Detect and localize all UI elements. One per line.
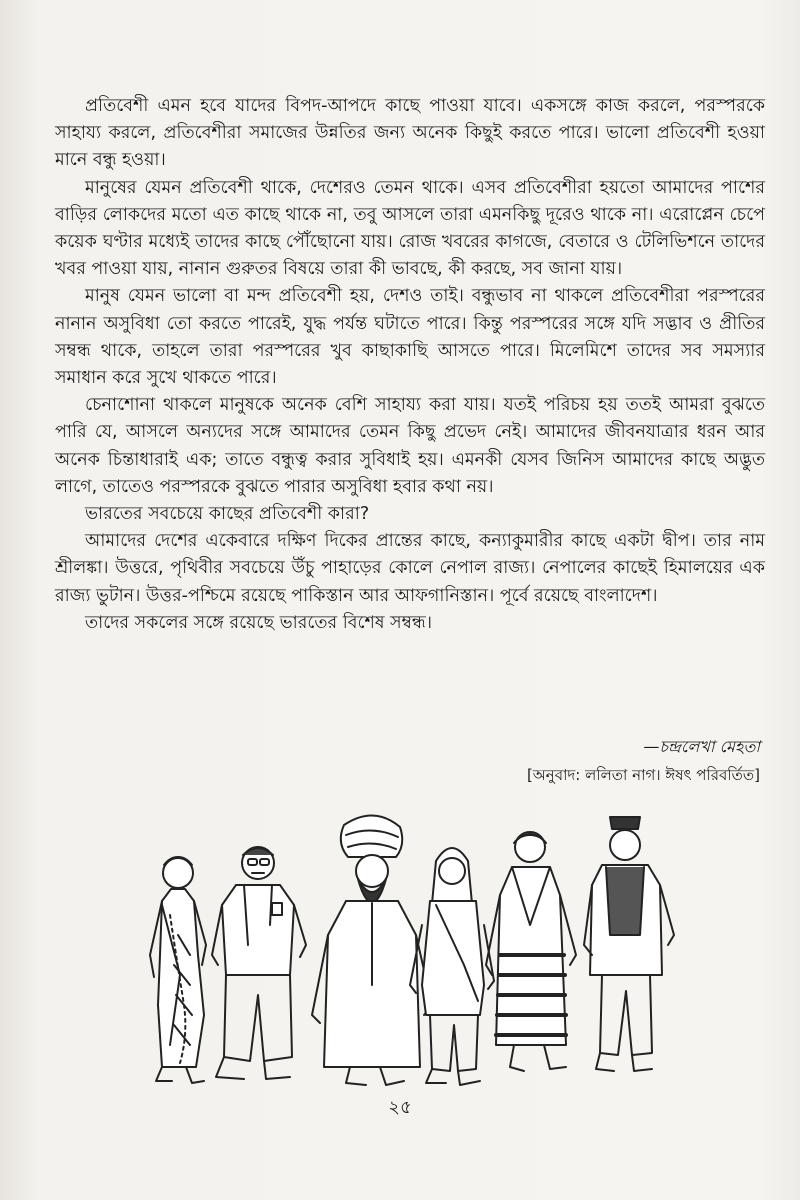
figure-woman-sari [150, 857, 206, 1083]
paragraph-good-bad-neighbors: মানুষ যেমন ভালো বা মন্দ প্রতিবেশী হয়, দেশও তাই। বন্ধুভাব না থাকলে প্রতিবেশীরা পরস্পরের নানান অসুবিধা তো করতে পারেই, যুদ্ধ পর্যন্ত ঘটাতে পারে। কিন্তু পরস্পরের সঙ্গে যদি সদ্ভাব ও প্রীতির সম্বন্ধ থাকে, তাহলে তারা পরস্পরের খুব কাছাকাছি আসতে পারে। মিলেমিশে তাদের সব সমস্যার সমাধান করে সুখে থাকতে পারে। [55, 286, 765, 389]
paragraph-neighbor-definition: প্রতিবেশী এমন হবে যাদের বিপদ-আপদে কাছে পাওয়া যাবে। একসঙ্গে কাজ করলে, পরস্পরকে সাহায্য করলে, প্রতিবেশীরা সমাজের উন্নতির জন্য অনেক কিছুই করতে পারে। ভালো প্রতিবেশী হওয়া মানে বন্ধু হওয়া। [55, 96, 765, 171]
neighbors-illustration [140, 805, 680, 1095]
paragraph-country-neighbors: মানুষের যেমন প্রতিবেশী থাকে, দেশেরও তেমন থাকে। এসব প্রতিবেশীরা হয়তো আমাদের পাশের বাড়ির লোকদের মতো এত কাছে থাকে না, তবু আসলে তারা এমনকিছু দূরেও থাকে না। এরোপ্লেন চেপে কয়েক ঘণ্টার মধ্যেই তাদের কাছে পৌঁছোনো যায়। রোজ খবরের কাগজে, বেতারে ও টেলিভিশনে তাদের খবর পাওয়া যায়, নানান গুরুতর বিষয়ে তারা কী ভাবছে, কী করছে, সব জানা যায়। [55, 177, 765, 280]
figure-woman-striped-dress [486, 832, 576, 1071]
attribution [520, 735, 760, 787]
paragraph-neighboring-countries: আমাদের দেশের একেবারে দক্ষিণ দিকের প্রান্তের কাছে, কন্যাকুমারীর কাছে একটা দ্বীপ। তার নাম শ্রীলঙ্কা। উত্তরে, পৃথিবীর সবচেয়ে উঁচু পাহাড়ের কোলে নেপাল রাজ্য। নেপালের কাছেই হিমালয়ের এক রাজ্য ভুটান। উত্তর-পশ্চিমে রয়েছে পাকিস্তান আর আফগানিস্তান। পূর্বে রয়েছে বাংলাদেশ। [55, 531, 765, 606]
translator-credit: [অনুবাদ: ললিতা নাগ। ঈষৎ পরিবর্তিত] [526, 766, 760, 784]
paragraph-question: ভারতের সবচেয়ে কাছের প্রতিবেশী কারা? [85, 504, 370, 525]
paragraph-special-relation: তাদের সকলের সঙ্গে রয়েছে ভারতের বিশেষ সম্বন্ধ। [85, 612, 433, 633]
page-number: ২৫ [388, 1097, 412, 1118]
paragraph-acquaintance: চেনাশোনা থাকলে মানুষকে অনেক বেশি সাহায্য করা যায়। যতই পরিচয় হয় ততই আমরা বুঝতে পারি যে, আসলে অন্যদের সঙ্গে আমাদের তেমন কিছু প্রভেদ নেই। আমাদের জীবনযাত্রার ধরন আর অনেক চিন্তাধারাই এক; তাতে বন্ধুত্ব করার সুবিধাই হয়। এমনকী যেসব জিনিস আমাদের কাছে অদ্ভুত লাগে, তাতেও পরস্পরকে বুঝতে পারার অসুবিধা হবার কথা নয়। [55, 395, 765, 497]
figure-man-cap-vest [584, 817, 674, 1071]
author-name: —চন্দ্রলেখা মেহতা [643, 737, 760, 756]
figure-man-dhoti [212, 847, 306, 1079]
body-text [55, 93, 765, 637]
figure-man-turban [312, 815, 432, 1085]
